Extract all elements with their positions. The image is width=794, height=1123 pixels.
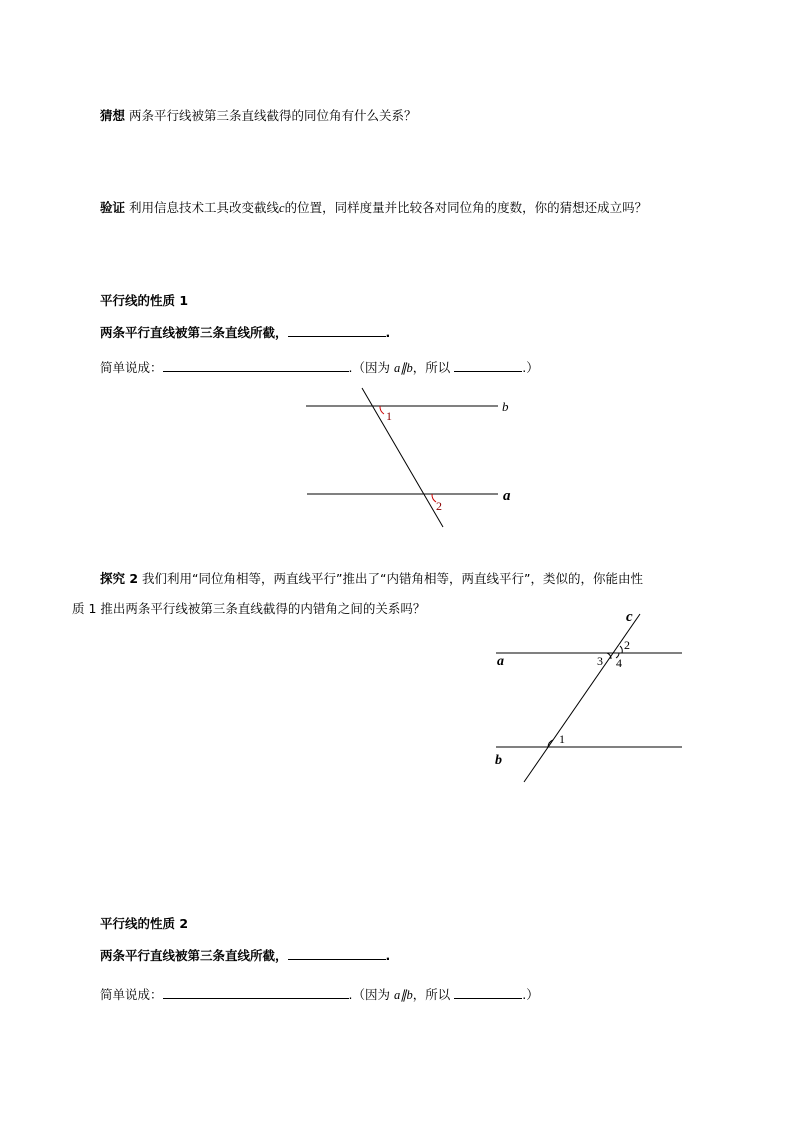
fig2-angle1-label: 1 xyxy=(559,732,565,746)
fig2-transversal-c xyxy=(524,614,640,782)
property2-title: 平行线的性质 2 xyxy=(100,916,189,931)
verify-text-after: 的位置，同样度量并比较各对同位角的度数，你的猜想还成立吗？ xyxy=(284,200,648,215)
fig2-angle2-arc xyxy=(620,646,622,653)
property1-statement: 两条平行直线被第三条直线所截， xyxy=(100,325,288,340)
property2-because-open: .（因为 xyxy=(348,987,390,1002)
verify-label: 验证 xyxy=(100,200,126,215)
fig1-transversal xyxy=(362,388,443,527)
property2-statement: 两条平行直线被第三条直线所截， xyxy=(100,948,288,963)
explore2-label: 探究 2 xyxy=(100,571,139,586)
verify-var-c: c xyxy=(279,201,285,215)
explore2-line2: 质 1 推出两条平行线被第三条直线截得的内错角之间的关系吗？ xyxy=(72,601,426,616)
property1-because-open: .（因为 xyxy=(348,360,390,375)
explore2-line1 xyxy=(100,569,643,587)
property2-simple-label: 简单说成： xyxy=(100,987,163,1002)
fig2-label-b: b xyxy=(495,753,502,768)
explore2-text1: 我们利用“同位角相等，两直线平行”推出了“内错角相等，两直线平行”，类似的，你能由性 xyxy=(142,571,643,586)
property1-title: 平行线的性质 1 xyxy=(100,293,189,308)
fig2-angle3-label: 3 xyxy=(597,654,603,668)
fig1-angle1-arc xyxy=(380,406,384,414)
fig1-label-b: b xyxy=(502,399,509,414)
conjecture-label: 猜想 xyxy=(100,108,126,123)
property2-so: ，所以 xyxy=(412,987,451,1002)
property1-simple-label: 简单说成： xyxy=(100,360,163,375)
property1-a-par-b: a∥b xyxy=(393,361,413,375)
fig1-label-a: a xyxy=(503,488,511,504)
property2-close: .） xyxy=(522,987,539,1002)
property2-blank-answer[interactable] xyxy=(288,946,386,960)
fig2-label-c: c xyxy=(626,609,633,625)
property2-blank-simple[interactable] xyxy=(163,985,349,999)
fig2-label-a: a xyxy=(497,654,504,669)
property1-close: .） xyxy=(522,360,539,375)
conjecture-text: 两条平行线被第三条直线截得的同位角有什么关系？ xyxy=(129,108,417,123)
property2-statement-end: . xyxy=(385,948,391,963)
property2-simple-line xyxy=(100,985,539,1003)
property1-so: ，所以 xyxy=(412,360,451,375)
verify-text-before: 利用信息技术工具改变截线 xyxy=(129,200,280,215)
fig1-angle2-label: 2 xyxy=(436,499,442,513)
fig2-angle4-label: 4 xyxy=(616,656,622,670)
property2-a-par-b: a∥b xyxy=(393,988,413,1002)
fig2-angle2-label: 2 xyxy=(624,638,630,652)
fig1-angle1-label: 1 xyxy=(386,409,392,423)
property1-statement-end: . xyxy=(385,325,391,340)
property2-statement-line xyxy=(100,946,390,964)
property2-blank-so[interactable] xyxy=(454,985,522,999)
